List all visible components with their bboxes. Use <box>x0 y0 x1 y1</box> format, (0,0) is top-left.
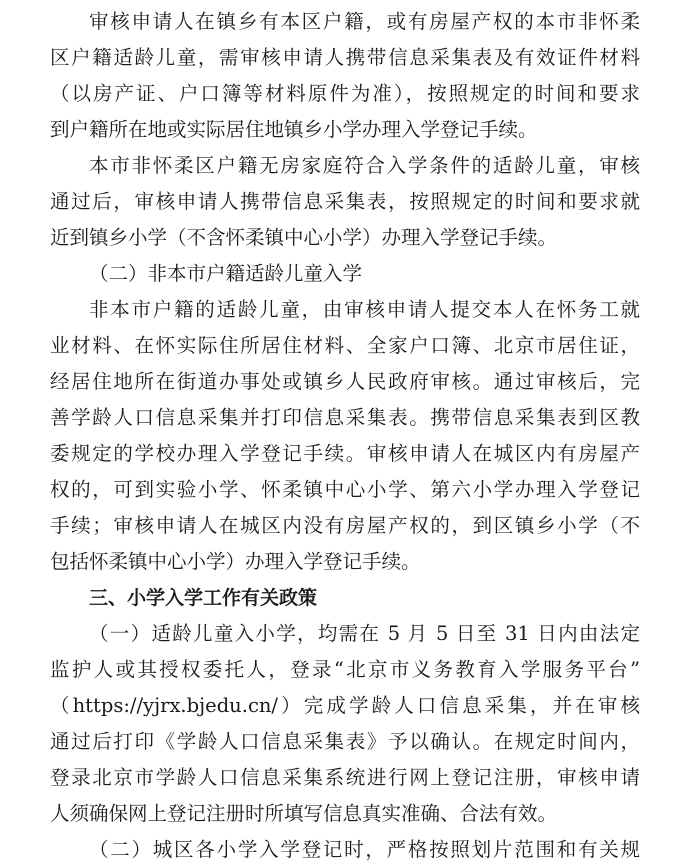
paragraph-line: 手续；审核申请人在城区内没有房屋产权的，到区镇乡小学（不 <box>50 514 640 537</box>
paragraph-line: 区户籍适龄儿童，需审核申请人携带信息采集表及有效证件材料 <box>50 46 640 69</box>
paragraph-line: 到户籍所在地或实际居住地镇乡小学办理入学登记手续。 <box>50 118 538 141</box>
paragraph-line: 业材料、在怀实际住所居住材料、全家户口簿、北京市居住证， <box>50 334 640 357</box>
paragraph-line: 通过后，审核申请人携带信息采集表，按照规定的时间和要求就 <box>50 190 640 213</box>
paragraph-line: 善学龄人口信息采集并打印信息采集表。携带信息采集表到区教 <box>50 406 640 429</box>
paragraph-line: 非本市户籍的适龄儿童，由审核申请人提交本人在怀务工就 <box>89 298 640 321</box>
paragraph-line: 包括怀柔镇中心小学）办理入学登记手续。 <box>50 550 421 573</box>
paragraph-line: （https://yjrx.bjedu.cn/）完成学龄人口信息采集，并在审核 <box>50 694 640 717</box>
paragraph-line: 通过后打印《学龄人口信息采集表》予以确认。在规定时间内， <box>50 730 640 753</box>
paragraph-line: 权的，可到实验小学、怀柔镇中心小学、第六小学办理入学登记 <box>50 478 640 501</box>
section-subheading: （二）非本市户籍适龄儿童入学 <box>89 262 363 285</box>
paragraph-line: （一）适龄儿童入小学，均需在 5 月 5 日至 31 日内由法定 <box>89 622 640 645</box>
paragraph-line: 委规定的学校办理入学登记手续。审核申请人在城区内有房屋产 <box>50 442 640 465</box>
paragraph-line: （以房产证、户口簿等材料原件为准），按照规定的时间和要求 <box>50 82 640 105</box>
paragraph-line: 近到镇乡小学（不含怀柔镇中心小学）办理入学登记手续。 <box>50 226 558 249</box>
paragraph-line: 人须确保网上登记注册时所填写信息真实准确、合法有效。 <box>50 802 558 825</box>
paragraph-line: 本市非怀柔区户籍无房家庭符合入学条件的适龄儿童，审核 <box>89 154 640 177</box>
paragraph-line: （二）城区各小学入学登记时，严格按照划片范围和有关规 <box>89 838 640 861</box>
section-heading: 三、小学入学工作有关政策 <box>89 587 318 609</box>
paragraph-line: 审核申请人在镇乡有本区户籍，或有房屋产权的本市非怀柔 <box>89 10 640 33</box>
paragraph-line: 登录北京市学龄人口信息采集系统进行网上登记注册，审核申请 <box>50 766 640 789</box>
paragraph-line: 经居住地所在街道办事处或镇乡人民政府审核。通过审核后，完 <box>50 370 640 393</box>
paragraph-line: 监护人或其授权委托人，登录“北京市义务教育入学服务平台” <box>50 658 640 681</box>
